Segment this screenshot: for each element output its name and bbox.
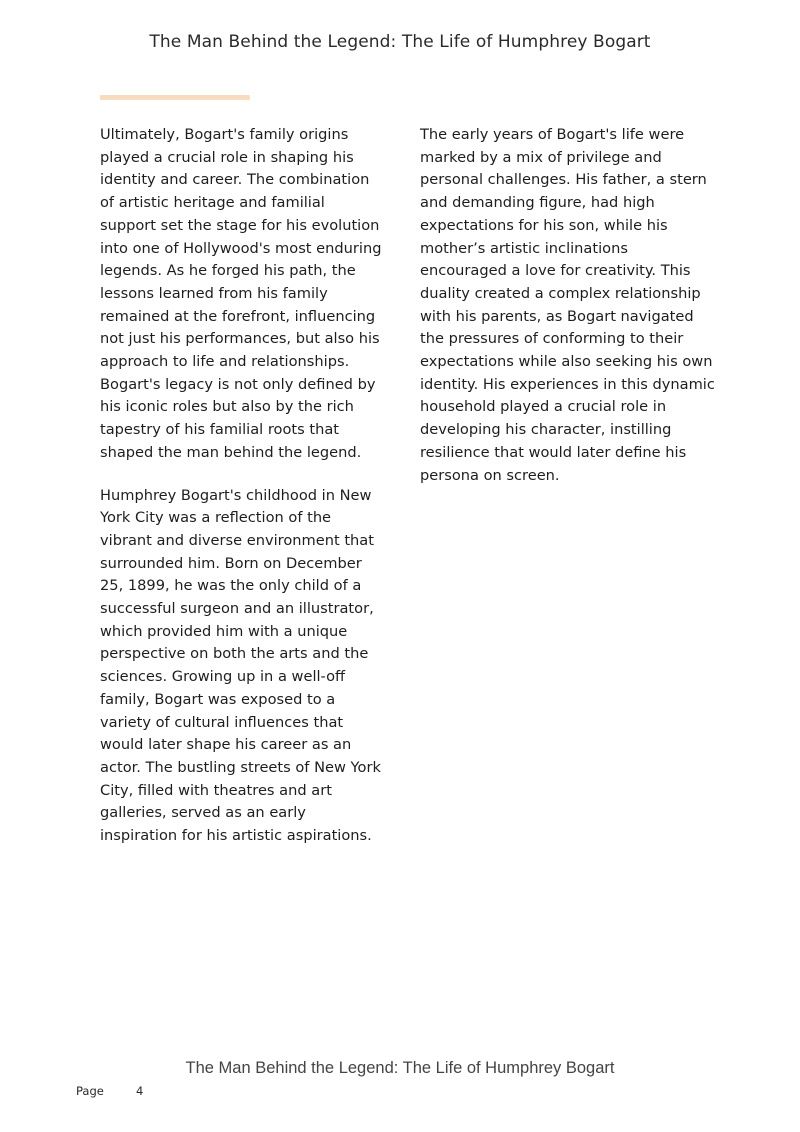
right-column <box>420 124 718 507</box>
left-column <box>100 124 382 868</box>
footer-title <box>0 1059 800 1078</box>
page-label: Page <box>76 1084 104 1098</box>
paragraph-early-years: The early years of Bogart's life were marked by a mix of privilege and personal challenges. His father, a stern and demanding figure, had high expectations for his son, while his mother’s artistic inclinations encouraged a love for creativity. This duality created a complex relationship with his parents, as Bogart navigated the pressures of conforming to their expectations while also seeking his own identity. His experiences in this dynamic household played a crucial role in developing his character, instilling resilience that would later define his persona on screen. <box>420 126 715 484</box>
paragraph-family-origins: Ultimately, Bogart's family origins played a crucial role in shaping his identity and career. The combination of artistic heritage and familial support set the stage for his evolution into one of Hollywood's most enduring legends. As he forged his path, the lessons learned from his family remained at the forefront, influencing not just his performances, but also his approach to life and relationships. Bogart's legacy is not only defined by his iconic roles but also by the rich tapestry of his familial roots that shaped the man behind the legend. <box>100 126 382 461</box>
page-number: 4 <box>136 1084 144 1098</box>
page-title: The Man Behind the Legend: The Life of Humphrey Bogart <box>149 32 651 52</box>
paragraph-childhood: Humphrey Bogart's childhood in New York City was a reflection of the vibrant and diverse environment that surrounded him. Born on December 25, 1899, he was the only child of a successful surgeon and an illustrator, which provided him with a unique perspective on both the arts and the sciences. Growing up in a well-off family, Bogart was exposed to a variety of cultural influences that would later shape his career as an actor. The bustling streets of New York City, filled with theatres and art galleries, served as an early inspiration for his artistic aspirations. <box>100 486 381 845</box>
footer-title-text: The Man Behind the Legend: The Life of Humphrey Bogart <box>185 1059 615 1077</box>
accent-divider <box>100 95 250 100</box>
